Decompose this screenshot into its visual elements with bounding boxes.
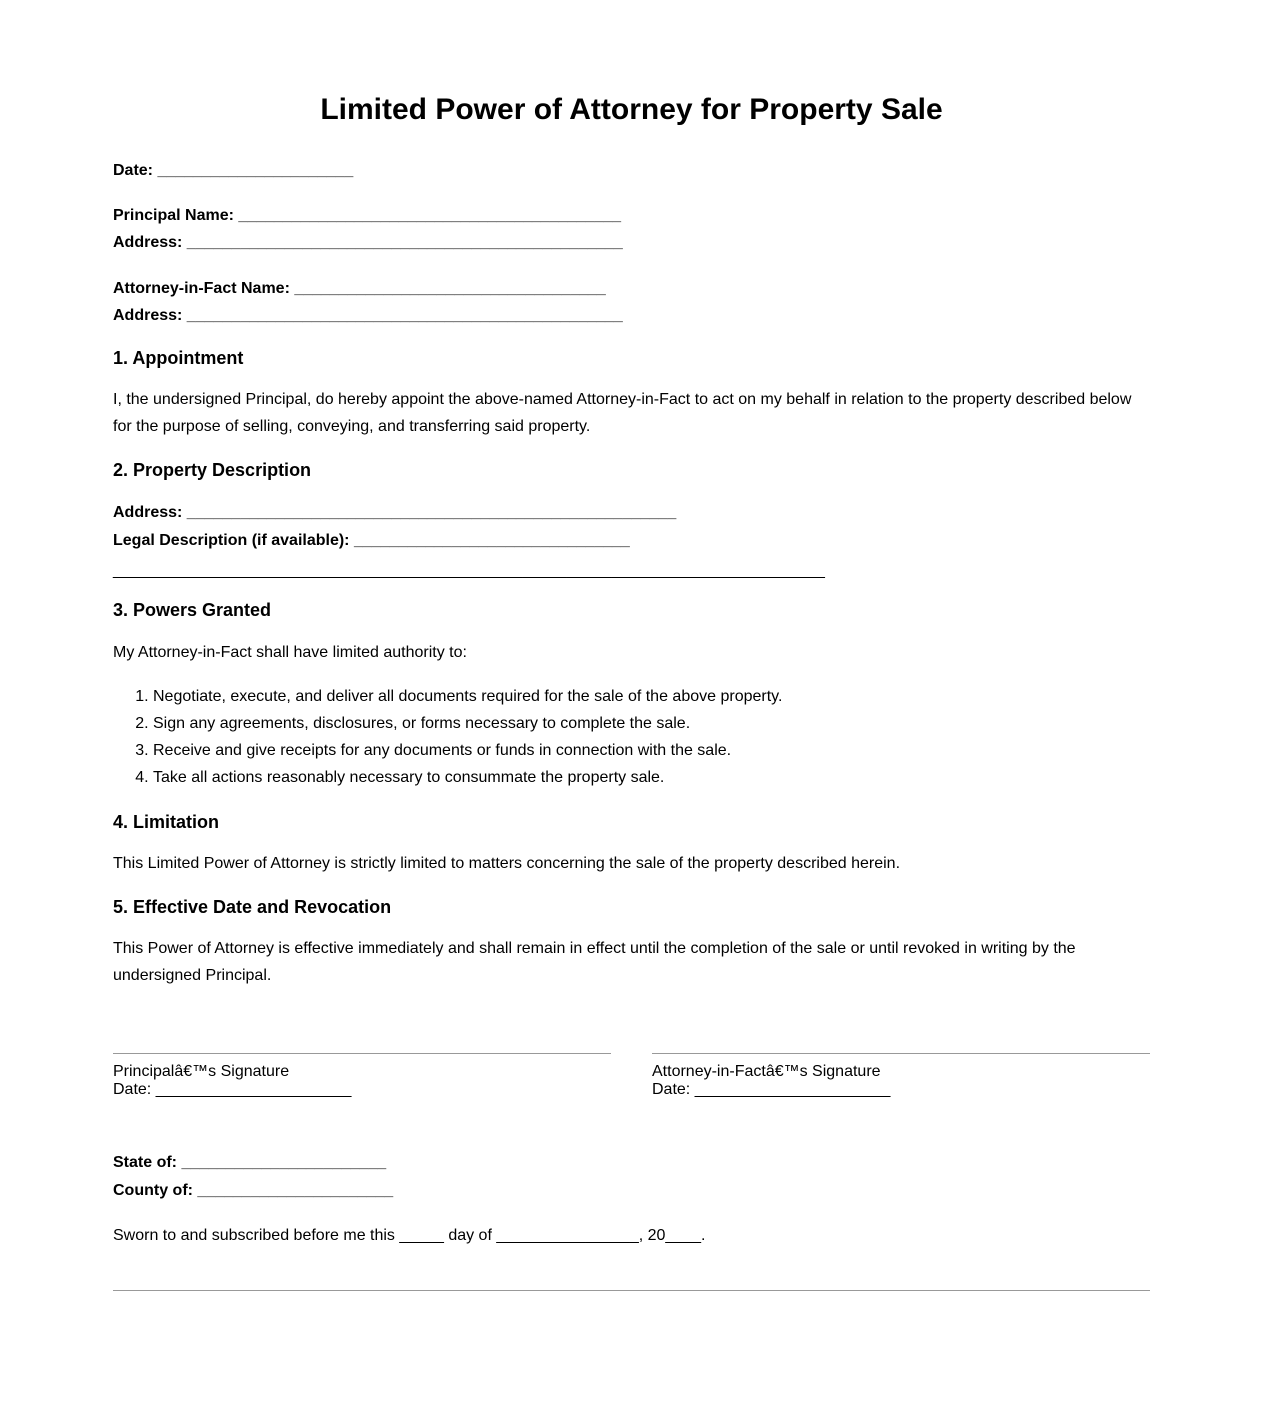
power-item: 3. Receive and give receipts for any documents or funds in connection with the sale. <box>153 737 1143 764</box>
notary-sworn-statement: Sworn to and subscribed before me this _____ day of ________________, 20____. <box>113 1227 706 1244</box>
attorney-signature-line <box>652 1053 1150 1054</box>
attorney-name-field: Attorney-in-Fact Name: ___________________________________ <box>113 280 606 297</box>
principal-signature-label: Principalâ€™s Signature <box>113 1063 290 1080</box>
property-extra-line: ________________________________________________________________________________ <box>113 562 825 579</box>
section-heading-effective: 5. Effective Date and Revocation <box>113 897 392 917</box>
attorney-address-field: Address: _________________________________________________ <box>113 307 623 324</box>
notary-signature-line <box>113 1290 1150 1291</box>
principal-signature-date: Date: ______________________ <box>113 1081 352 1098</box>
principal-address-field: Address: _________________________________________________ <box>113 234 623 251</box>
section-heading-powers: 3. Powers Granted <box>113 600 272 620</box>
section-heading-appointment: 1. Appointment <box>113 348 244 368</box>
section-heading-property: 2. Property Description <box>113 460 312 480</box>
notary-county-field: County of: ______________________ <box>113 1182 394 1199</box>
principal-signature-line <box>113 1053 611 1054</box>
powers-list-container <box>113 683 1143 791</box>
appointment-text: I, the undersigned Principal, do hereby appoint the above-named Attorney-in-Fact to act on my behalf in relation to the property described below for the purpose of selling, conveying, and transferring said property. <box>113 391 1132 435</box>
attorney-signature-label: Attorney-in-Factâ€™s Signature <box>652 1063 881 1080</box>
powers-intro: My Attorney-in-Fact shall have limited authority to: <box>113 644 467 661</box>
limitation-text: This Limited Power of Attorney is strictly limited to matters concerning the sale of the property described herein. <box>113 855 901 872</box>
date-field: Date: ______________________ <box>113 162 354 179</box>
powers-list <box>113 683 1143 791</box>
principal-name-field: Principal Name: ___________________________________________ <box>113 207 622 224</box>
effective-text: This Power of Attorney is effective immediately and shall remain in effect until the completion of the sale or until revoked in writing by the undersigned Principal. <box>113 940 1076 984</box>
power-item: 2. Sign any agreements, disclosures, or forms necessary to complete the sale. <box>153 710 1143 737</box>
power-item: 4. Take all actions reasonably necessary to consummate the property sale. <box>153 764 1143 791</box>
property-address-field: Address: _______________________________________________________ <box>113 504 677 521</box>
notary-state-field: State of: _______________________ <box>113 1154 387 1171</box>
attorney-signature-date: Date: ______________________ <box>652 1081 891 1098</box>
property-legal-field: Legal Description (if available): _______________________________ <box>113 532 630 549</box>
document-title: Limited Power of Attorney for Property Sale <box>320 93 943 126</box>
power-item: 1. Negotiate, execute, and deliver all documents required for the sale of the above property. <box>153 683 1143 710</box>
section-heading-limitation: 4. Limitation <box>113 812 220 832</box>
